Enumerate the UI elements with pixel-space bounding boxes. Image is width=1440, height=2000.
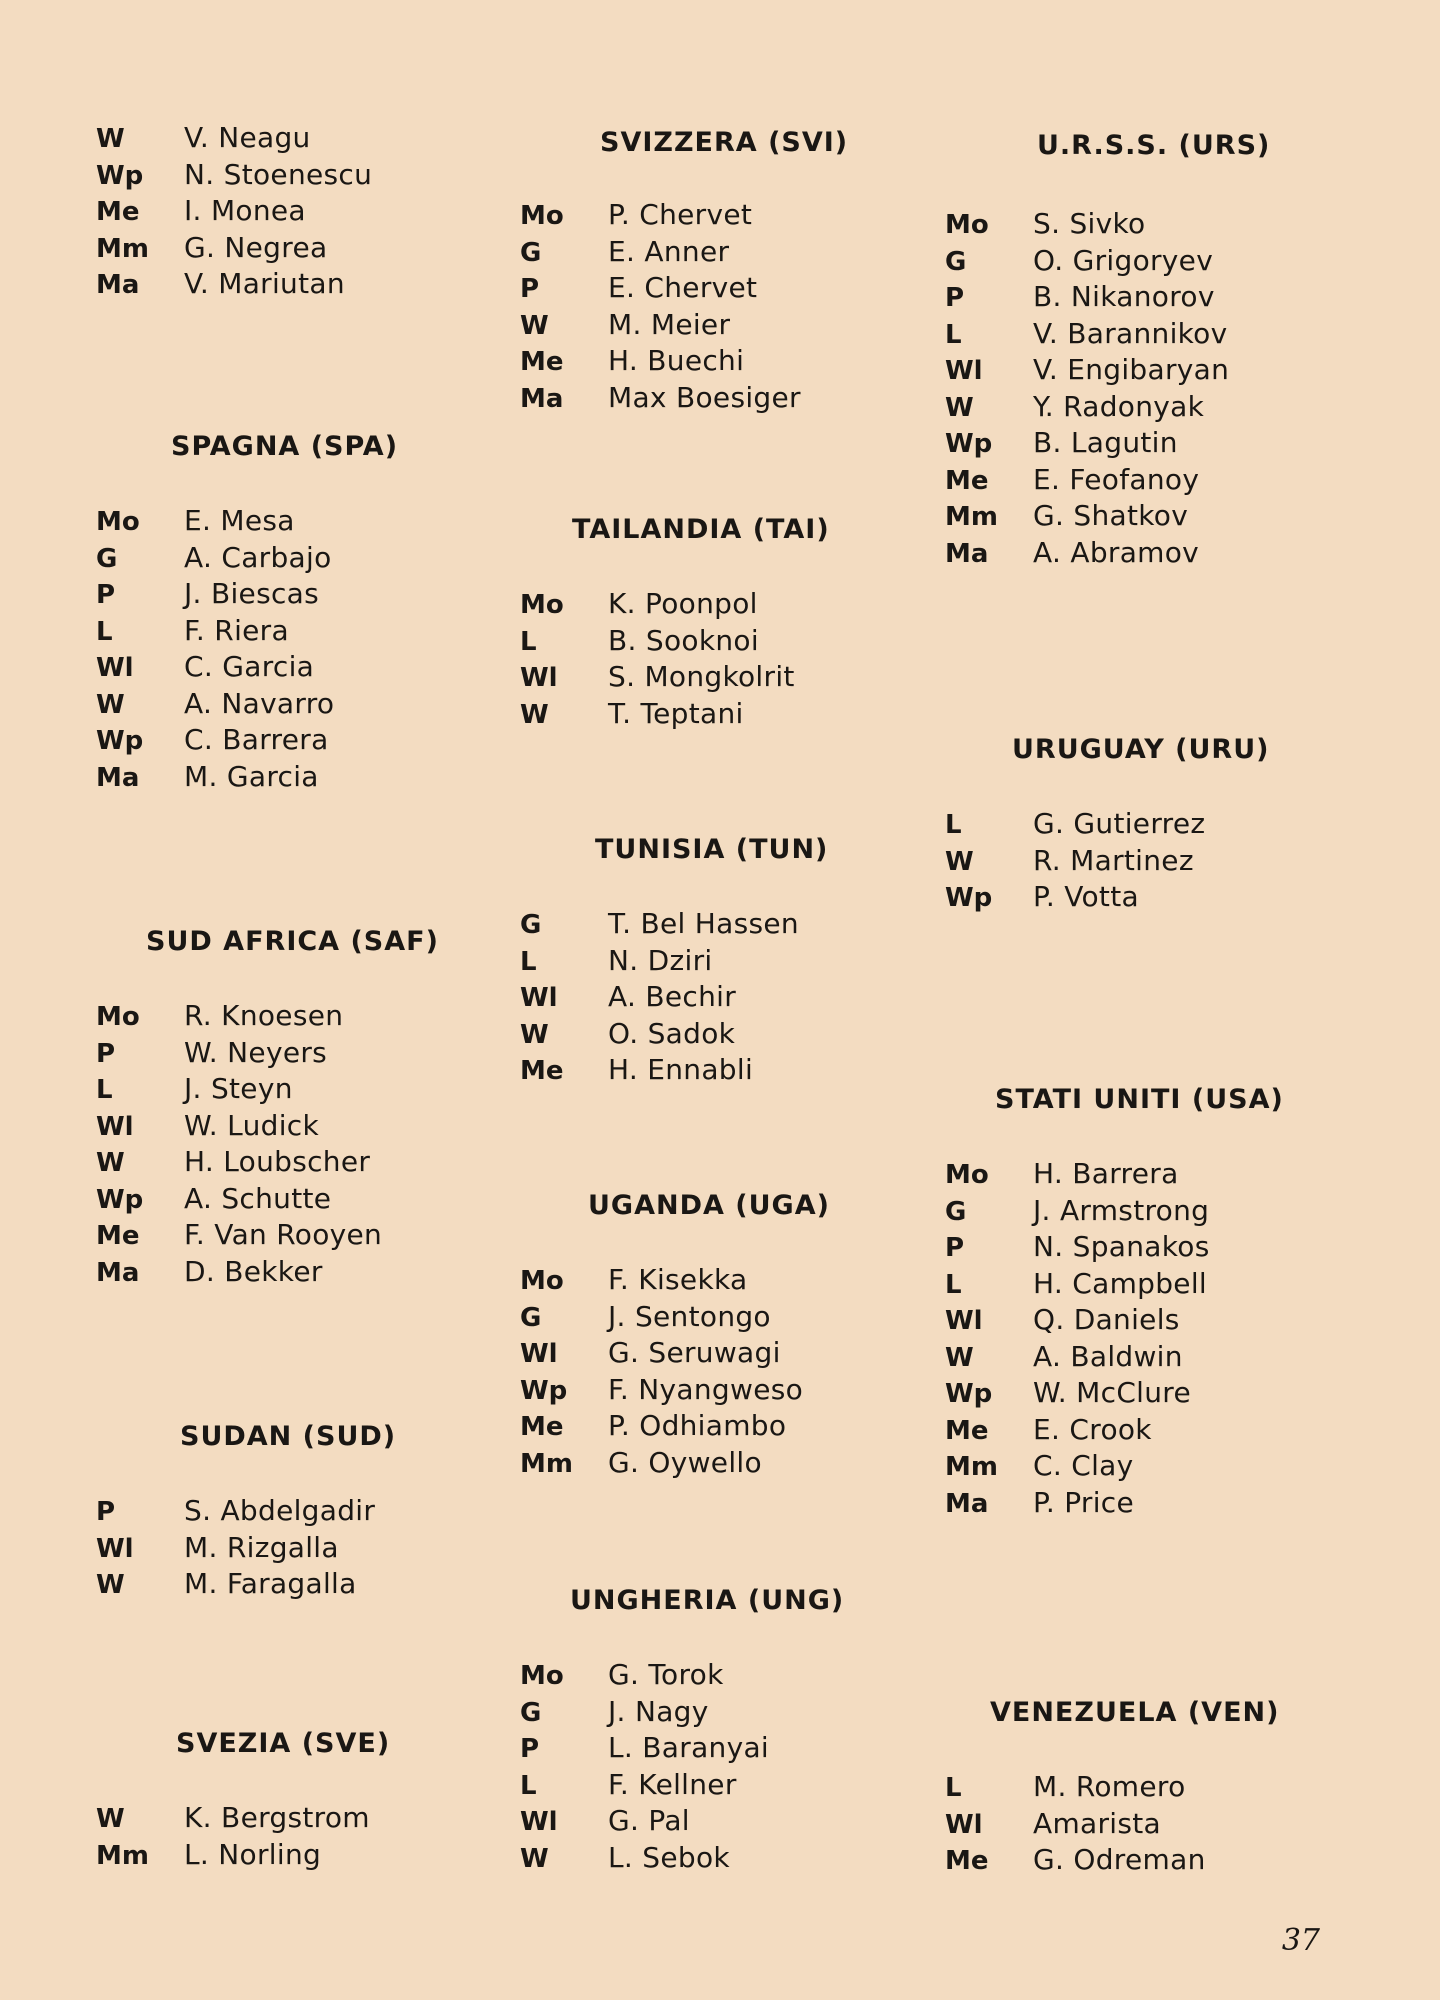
- team-roster: [520, 1657, 910, 1876]
- athlete-row: [96, 266, 476, 303]
- team-roster: [945, 1156, 1345, 1521]
- weight-category: P: [96, 580, 116, 610]
- team-title: URUGUAY (URU): [1012, 734, 1270, 765]
- athlete-name: J. Armstrong: [1033, 1193, 1210, 1227]
- athlete-row: [945, 1448, 1345, 1485]
- athlete-row: [945, 535, 1345, 572]
- athlete-name: H. Buechi: [608, 344, 745, 377]
- athlete-name: J. Sentongo: [608, 1299, 771, 1333]
- athlete-name: I. Monea: [184, 194, 306, 227]
- athlete-row: [96, 1837, 476, 1874]
- athlete-name: B. Lagutin: [1033, 426, 1178, 459]
- athlete-row: [520, 1767, 910, 1804]
- weight-category: Me: [945, 1846, 989, 1876]
- athlete-name: E. Chervet: [608, 271, 758, 304]
- weight-category: Wl: [945, 356, 983, 386]
- athlete-row: [96, 649, 476, 686]
- athlete-row: [945, 352, 1345, 389]
- team-block-venezuela: [945, 1695, 1345, 1879]
- athlete-row: [520, 979, 910, 1016]
- weight-category: W: [945, 1342, 974, 1373]
- athlete-name: N. Spanakos: [1033, 1230, 1210, 1263]
- team-roster: [520, 1262, 910, 1481]
- athlete-row: [945, 243, 1345, 280]
- team-title: TUNISIA (TUN): [595, 834, 829, 865]
- team-roster: [96, 1493, 476, 1603]
- team-block-uganda: [520, 1188, 910, 1481]
- team-roster: [96, 1800, 476, 1873]
- athlete-row: [96, 503, 476, 540]
- athlete-row: [96, 1144, 476, 1181]
- athlete-row: [520, 343, 910, 380]
- team-block-uruguay: [945, 732, 1345, 916]
- athlete-row: [945, 279, 1345, 316]
- athlete-name: V. Mariutan: [184, 267, 345, 300]
- team-block-continued: [96, 120, 476, 303]
- weight-category: Mo: [520, 201, 564, 231]
- weight-category: Wp: [945, 429, 993, 459]
- team-block-tunisia: [520, 832, 910, 1089]
- athlete-name: H. Ennabli: [608, 1053, 754, 1086]
- weight-category: L: [520, 626, 537, 657]
- team-title: SVIZZERA (SVI): [600, 127, 849, 158]
- weight-category: Ma: [96, 762, 140, 793]
- team-roster: [96, 998, 476, 1290]
- weight-category: Ma: [945, 1488, 989, 1519]
- athlete-row: [945, 425, 1345, 462]
- team-block-sud-africa: [96, 924, 476, 1290]
- athlete-name: C. Garcia: [184, 650, 315, 683]
- team-block-urss: [945, 128, 1345, 571]
- weight-category: W: [96, 124, 125, 154]
- team-block-svezia: [96, 1726, 476, 1873]
- weight-category: Wl: [520, 1339, 558, 1369]
- athlete-row: [520, 1052, 910, 1089]
- weight-category: Me: [520, 1412, 564, 1442]
- team-title: VENEZUELA (VEN): [990, 1697, 1280, 1728]
- athlete-name: S. Mongkolrit: [608, 660, 795, 693]
- athlete-name: P. Votta: [1033, 880, 1139, 913]
- weight-category: Me: [945, 465, 989, 496]
- athlete-row: [945, 1769, 1345, 1806]
- team-roster: [96, 503, 476, 795]
- athlete-row: [520, 586, 910, 623]
- weight-category: G: [520, 1697, 542, 1728]
- weight-category: W: [520, 1843, 549, 1874]
- weight-category: Wl: [96, 1533, 134, 1564]
- athlete-name: E. Feofanoy: [1033, 462, 1200, 496]
- athlete-name: P. Odhiambo: [608, 1409, 787, 1442]
- athlete-row: [520, 380, 910, 417]
- weight-category: W: [520, 310, 549, 341]
- athlete-name: J. Nagy: [608, 1694, 709, 1728]
- athlete-name: Q. Daniels: [1033, 1303, 1180, 1336]
- athlete-row: [520, 696, 910, 733]
- athlete-name: V. Engibaryan: [1033, 353, 1230, 386]
- team-title: STATI UNITI (USA): [995, 1084, 1284, 1115]
- weight-category: G: [945, 246, 967, 277]
- weight-category: Mo: [520, 590, 564, 620]
- athlete-row: [96, 540, 476, 577]
- team-title: TAILANDIA (TAI): [572, 514, 830, 545]
- weight-category: W: [96, 1148, 125, 1178]
- athlete-name: V. Barannikov: [1033, 316, 1228, 350]
- athlete-name: R. Martinez: [1033, 843, 1194, 877]
- weight-category: W: [96, 1570, 125, 1600]
- athlete-name: L. Norling: [184, 1837, 322, 1871]
- athlete-row: [520, 197, 910, 234]
- athlete-row: [520, 1694, 910, 1731]
- weight-category: Mo: [96, 1002, 140, 1032]
- athlete-row: [96, 1217, 476, 1254]
- weight-category: Mo: [520, 1266, 564, 1296]
- team-block-sudan: [96, 1419, 476, 1603]
- athlete-name: T. Teptani: [608, 696, 744, 730]
- athlete-name: P. Price: [1033, 1485, 1135, 1519]
- athlete-name: S. Sivko: [1033, 207, 1146, 240]
- weight-category: L: [520, 946, 537, 977]
- team-roster: [945, 806, 1345, 916]
- athlete-row: [520, 906, 910, 943]
- athlete-name: F. Riera: [184, 613, 289, 647]
- weight-category: Mm: [96, 1840, 149, 1871]
- page-number: 37: [1281, 1923, 1320, 1958]
- weight-category: Me: [520, 1056, 564, 1086]
- athlete-name: L. Baranyai: [608, 1731, 769, 1764]
- athlete-row: [96, 759, 476, 796]
- weight-category: P: [945, 283, 965, 313]
- weight-category: Wl: [520, 1807, 558, 1837]
- athlete-row: [520, 1445, 910, 1482]
- weight-category: Me: [96, 1221, 140, 1251]
- athlete-row: [520, 1657, 910, 1694]
- athlete-row: [945, 1302, 1345, 1339]
- team-title: U.R.S.S. (URS): [1037, 130, 1271, 161]
- athlete-name: M. Rizgalla: [184, 1530, 339, 1564]
- team-title: SPAGNA (SPA): [171, 431, 399, 462]
- athlete-name: N. Dziri: [608, 943, 713, 977]
- athlete-name: D. Bekker: [184, 1254, 323, 1288]
- athlete-row: [945, 389, 1345, 426]
- athlete-name: G. Gutierrez: [1033, 807, 1206, 840]
- athlete-name: F. Van Rooyen: [184, 1218, 383, 1251]
- team-block-svizzera: [520, 125, 910, 416]
- athlete-row: [96, 1181, 476, 1218]
- athlete-row: [945, 879, 1345, 916]
- athlete-name: E. Mesa: [184, 504, 295, 537]
- athlete-row: [96, 1035, 476, 1072]
- athlete-row: [520, 1730, 910, 1767]
- team-title: UNGHERIA (UNG): [570, 1585, 845, 1616]
- athlete-name: Amarista: [1033, 1806, 1162, 1840]
- weight-category: W: [520, 1019, 549, 1050]
- athlete-row: [520, 1372, 910, 1409]
- athlete-row: [96, 1493, 476, 1530]
- athlete-row: [96, 120, 476, 157]
- weight-category: Me: [96, 197, 140, 227]
- athlete-name: G. Seruwagi: [608, 1336, 781, 1369]
- athlete-row: [945, 206, 1345, 243]
- athlete-row: [945, 462, 1345, 499]
- athlete-row: [945, 1485, 1345, 1522]
- athlete-row: [945, 1229, 1345, 1266]
- weight-category: Ma: [520, 383, 564, 414]
- weight-category: G: [520, 237, 542, 268]
- athlete-name: A. Abramov: [1033, 535, 1200, 569]
- athlete-name: O. Grigoryev: [1033, 243, 1214, 277]
- athlete-row: [945, 806, 1345, 843]
- weight-category: Ma: [945, 538, 989, 569]
- athlete-row: [520, 1408, 910, 1445]
- weight-category: Ma: [96, 1257, 140, 1288]
- athlete-row: [520, 943, 910, 980]
- athlete-name: M. Meier: [608, 307, 731, 341]
- weight-category: Mm: [96, 233, 149, 264]
- weight-category: Wp: [96, 726, 144, 756]
- weight-category: P: [945, 1233, 965, 1263]
- weight-category: Ma: [96, 270, 140, 300]
- athlete-name: V. Neagu: [184, 121, 311, 154]
- athlete-row: [945, 1375, 1345, 1412]
- weight-category: Mm: [520, 1448, 573, 1479]
- weight-category: Wp: [96, 1184, 144, 1215]
- athlete-row: [96, 1108, 476, 1145]
- team-roster: [520, 906, 910, 1089]
- weight-category: Wl: [945, 1306, 983, 1336]
- weight-category: Wl: [520, 663, 558, 693]
- athlete-name: H. Campbell: [1033, 1266, 1207, 1300]
- weight-category: Wp: [945, 1379, 993, 1409]
- weight-category: Mm: [945, 1452, 998, 1482]
- weight-category: L: [96, 616, 113, 647]
- athlete-name: W. McClure: [1033, 1376, 1192, 1409]
- weight-category: P: [96, 1038, 116, 1069]
- athlete-row: [96, 230, 476, 267]
- team-title: UGANDA (UGA): [588, 1190, 830, 1221]
- weight-category: Wl: [96, 653, 134, 683]
- athlete-name: A. Carbajo: [184, 540, 332, 574]
- athlete-row: [96, 1254, 476, 1291]
- weight-category: W: [96, 1804, 125, 1834]
- athlete-name: T. Bel Hassen: [608, 907, 799, 940]
- athlete-row: [945, 1156, 1345, 1193]
- athlete-row: [945, 1806, 1345, 1843]
- athlete-name: G. Negrea: [184, 230, 328, 264]
- athlete-row: [96, 1071, 476, 1108]
- athlete-row: [520, 1335, 910, 1372]
- athlete-name: P. Chervet: [608, 198, 753, 231]
- athlete-name: A. Navarro: [184, 686, 335, 720]
- athlete-row: [96, 613, 476, 650]
- athlete-name: W. Ludick: [184, 1108, 319, 1142]
- athlete-name: A. Schutte: [184, 1181, 332, 1215]
- team-block-ungheria: [520, 1583, 910, 1876]
- weight-category: L: [96, 1075, 113, 1105]
- athlete-name: R. Knoesen: [184, 999, 344, 1032]
- team-roster: [520, 586, 910, 732]
- weight-category: L: [945, 1269, 962, 1300]
- weight-category: W: [96, 689, 125, 720]
- athlete-row: [520, 1016, 910, 1053]
- athlete-row: [520, 307, 910, 344]
- team-roster: [945, 206, 1345, 571]
- athlete-row: [945, 1266, 1345, 1303]
- athlete-name: K. Poonpol: [608, 587, 758, 620]
- athlete-row: [96, 998, 476, 1035]
- weight-category: L: [945, 810, 962, 840]
- athlete-name: G. Odreman: [1033, 1843, 1206, 1876]
- weight-category: W: [945, 846, 974, 877]
- weight-category: G: [520, 910, 542, 940]
- weight-category: L: [945, 1773, 962, 1803]
- weight-category: Wl: [945, 1809, 983, 1840]
- team-roster: [945, 1769, 1345, 1879]
- athlete-name: L. Sebok: [608, 1840, 730, 1874]
- athlete-row: [96, 193, 476, 230]
- athlete-row: [945, 1193, 1345, 1230]
- athlete-row: [520, 623, 910, 660]
- athlete-name: S. Abdelgadir: [184, 1494, 376, 1527]
- athlete-name: G. Oywello: [608, 1445, 762, 1479]
- weight-category: G: [945, 1196, 967, 1227]
- athlete-name: G. Pal: [608, 1804, 690, 1837]
- athlete-name: A. Bechir: [608, 980, 737, 1013]
- athlete-row: [945, 1842, 1345, 1879]
- athlete-name: O. Sadok: [608, 1016, 736, 1050]
- athlete-name: B. Sooknoi: [608, 623, 759, 657]
- athlete-name: G. Shatkov: [1033, 499, 1189, 532]
- weight-category: L: [520, 1770, 537, 1801]
- weight-category: G: [520, 1302, 542, 1333]
- athlete-name: M. Faragalla: [184, 1567, 357, 1600]
- athlete-name: W. Neyers: [184, 1035, 328, 1069]
- athlete-name: J. Steyn: [184, 1072, 293, 1105]
- weight-category: W: [520, 699, 549, 730]
- athlete-row: [945, 843, 1345, 880]
- athlete-row: [945, 316, 1345, 353]
- athlete-row: [520, 1840, 910, 1877]
- team-title: SUD AFRICA (SAF): [146, 926, 439, 957]
- athlete-name: F. Nyangweso: [608, 1372, 804, 1406]
- athlete-row: [945, 1412, 1345, 1449]
- weight-category: Me: [520, 347, 564, 377]
- athlete-row: [945, 1339, 1345, 1376]
- athlete-name: N. Stoenescu: [184, 157, 373, 191]
- athlete-name: C. Clay: [1033, 1449, 1134, 1482]
- weight-category: Wp: [520, 1375, 568, 1406]
- weight-category: Me: [945, 1415, 989, 1446]
- team-roster: [520, 197, 910, 416]
- weight-category: Wl: [96, 1111, 134, 1142]
- athlete-name: Max Boesiger: [608, 380, 801, 414]
- athlete-name: B. Nikanorov: [1033, 280, 1215, 313]
- weight-category: W: [945, 392, 974, 423]
- weight-category: L: [945, 319, 962, 350]
- athlete-name: H. Loubscher: [184, 1145, 371, 1178]
- athlete-name: J. Biescas: [184, 577, 320, 610]
- weight-category: Wl: [520, 983, 558, 1013]
- team-block-tailandia: [520, 512, 910, 732]
- weight-category: P: [520, 1734, 540, 1764]
- athlete-name: K. Bergstrom: [184, 1801, 370, 1834]
- weight-category: P: [520, 274, 540, 304]
- athlete-row: [96, 157, 476, 194]
- weight-category: Mm: [945, 502, 998, 532]
- athlete-row: [520, 1262, 910, 1299]
- weight-category: P: [96, 1497, 116, 1527]
- athlete-row: [96, 1800, 476, 1837]
- weight-category: Mo: [945, 1160, 989, 1190]
- athlete-name: Y. Radonyak: [1033, 389, 1205, 423]
- athlete-row: [96, 722, 476, 759]
- athlete-row: [96, 1566, 476, 1603]
- weight-category: Mo: [945, 210, 989, 240]
- athlete-row: [520, 1803, 910, 1840]
- athlete-row: [520, 659, 910, 696]
- athlete-name: M. Garcia: [184, 759, 319, 793]
- athlete-row: [96, 576, 476, 613]
- team-block-spagna: [96, 429, 476, 795]
- athlete-row: [520, 270, 910, 307]
- athlete-row: [520, 234, 910, 271]
- weight-category: Mo: [96, 507, 140, 537]
- athlete-name: C. Barrera: [184, 723, 329, 756]
- athlete-name: E. Crook: [1033, 1412, 1152, 1446]
- weight-category: G: [96, 543, 118, 574]
- athlete-name: A. Baldwin: [1033, 1339, 1183, 1373]
- team-roster: [96, 120, 476, 303]
- team-title: SUDAN (SUD): [180, 1421, 397, 1452]
- weight-category: Wp: [96, 160, 144, 191]
- athlete-name: H. Barrera: [1033, 1157, 1179, 1190]
- weight-category: Wp: [945, 883, 993, 913]
- athlete-row: [96, 1530, 476, 1567]
- athlete-name: G. Torok: [608, 1658, 724, 1691]
- athlete-row: [520, 1299, 910, 1336]
- athlete-row: [945, 498, 1345, 535]
- athlete-row: [96, 686, 476, 723]
- athlete-name: F. Kellner: [608, 1767, 737, 1801]
- team-title: SVEZIA (SVE): [176, 1728, 391, 1759]
- team-block-stati-uniti: [945, 1082, 1345, 1521]
- weight-category: Mo: [520, 1661, 564, 1691]
- athlete-name: F. Kisekka: [608, 1263, 748, 1296]
- athlete-name: E. Anner: [608, 234, 730, 268]
- athlete-name: M. Romero: [1033, 1770, 1186, 1803]
